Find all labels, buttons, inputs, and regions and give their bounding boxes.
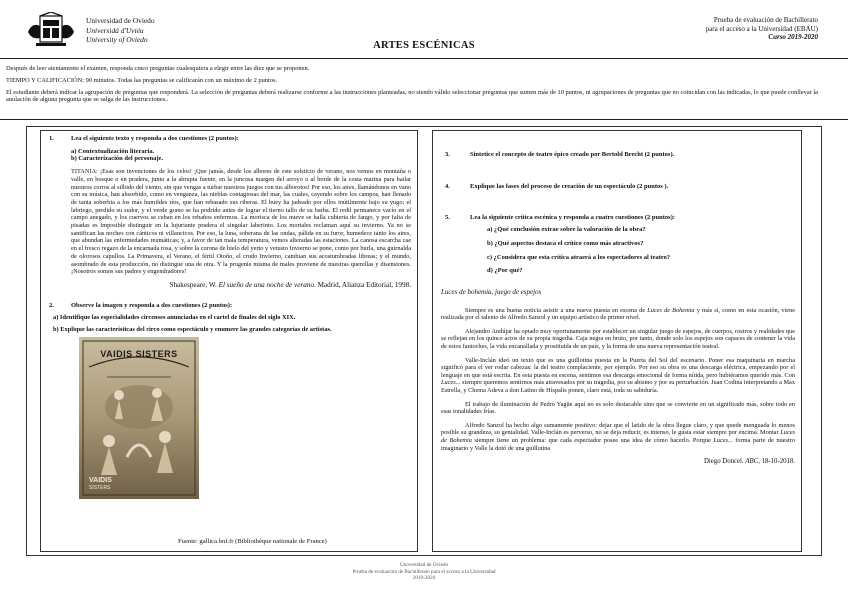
question-3-text: Sintetice el concepto de teatro épico creado por Bertold Brecht (2 puntos). — [470, 151, 675, 158]
instructions-line1: Después de leer atentamente el examen, responda cinco preguntas cualesquiera a elegir entre las diez que se proponen. — [6, 65, 310, 72]
question-1 — [49, 135, 411, 143]
footer-line1: Universidad de Oviedo — [399, 562, 449, 568]
question-3-number: 3. — [445, 151, 450, 158]
question-1-text: Lea el siguiente texto y responda a dos cuestiones (2 puntos): — [71, 135, 239, 142]
article-p5-italic-2: Luces — [713, 436, 729, 444]
poster-bottom-name: VAIDIS — [89, 477, 112, 485]
article-paragraph-4: El trabajo de iluminación de Pedro Yagüe aquí no es solo destacable sino que se convierte en un significado más, sobre todo en esas tonalidades frías. — [441, 400, 795, 416]
article-paragraph-2: Alejandro Andújar ha optado muy oportunamente por establecer un singular juego de espejos, de cuerpos, rostros y realidades que se reflejan en los quince actos de su propia tragedia. Caja negra en bruto, por tanto, donde solo los espejos son capaces de contener la vida de estos fantoches, la vida encanallada y prostituida de un país, y la forma de una nueva representación teatral. — [441, 327, 795, 350]
question-2 — [49, 302, 411, 310]
exam-title: ARTES ESCÉNICAS — [373, 40, 475, 51]
exam-info-line2: para el acceso a la Universidad (EBAU) — [705, 24, 818, 33]
article-title: Luces de bohemia, juego de espejos — [441, 287, 542, 296]
university-name-en: University of Oviedo — [86, 35, 148, 45]
instructions-line2: TIEMPO Y CALIFICACIÓN: 90 minutos. Todas las preguntas se calificarán con un máximo de 2 puntos. — [6, 76, 278, 84]
image-source: Fuente: gallica.bnf.fr (Bibliothèque nationale de France) — [178, 538, 327, 545]
question-2-sub-b: b) Explique las características del circo como espectáculo y enumere las grandes categorías de artistas. — [53, 325, 332, 333]
article-p1-text-b: y más si, como en esta ocasión, viene realizada por el talento de Alfredo Sanzol y un equipo artístico de primer nivel. — [441, 306, 796, 322]
instructions-line3: El estudiante deberá indicar la agrupación de preguntas que responderá. La selección de preguntas deberá realizarse conforme a las instrucciones planteadas, no siendo válido seleccionar preguntas que sumen más de 10 puntos, ni agrupaciones de preguntas que no coincidan con las indicadas, lo que puede conllevar la anulación de alguna pregunta que se salga de las instrucciones.. — [6, 88, 819, 104]
question-2-number: 2. — [49, 301, 54, 309]
question-1-subitems — [71, 148, 411, 163]
footer-line2: Prueba de evaluación de Bachillerato para el acceso a la Universidad — [352, 568, 496, 575]
instructions-box — [0, 58, 848, 120]
citation-title: El sueño de una noche de verano — [218, 280, 314, 289]
article-signature — [441, 458, 795, 466]
question-2-sub-a: a) Identifique las especialidades circenses anunciadas en el cartel de finales del siglo XIX. — [53, 314, 296, 322]
article-p1-italic: Luces de Bohemia — [647, 306, 695, 314]
question-5-sub-d: d) ¿Por qué? — [487, 267, 523, 275]
question-4-text: Explique las fases del proceso de creación de un espectáculo (2 puntos ). — [470, 182, 669, 190]
circus-poster-image — [79, 337, 199, 499]
question-4 — [445, 183, 795, 191]
university-name-es: Universidad de Oviedo — [86, 16, 155, 25]
article-p3-text-a: Valle-Inclán ideó un texto que es una guillotina puesta en la Puerta del Sol del escenario. Poner esa maquinaria en marcha significó para el ver rodar cabezas: la del teatro complaciente, por ejemplo. Por eso su obra es una descarga eléctrica, empezando por el lenguaje en que está escrita. En esta puesta en escena, sentimos esa descarga emocional de forma nítida, pero hubiéramos querido más. Con — [441, 356, 795, 379]
article-paragraph-5 — [441, 422, 795, 452]
question-2-text: Observe la imagen y responda a dos cuestiones (2 puntos): — [71, 301, 233, 309]
circus-poster — [79, 337, 199, 499]
university-name-ast: Universidá d'Uviéu — [86, 25, 144, 35]
footer-line3: 2019-2020 — [412, 575, 436, 582]
question-5-sub-b: b) ¿Qué aspectos destaca el crítico como más atractivos? — [487, 239, 644, 247]
exam-info-line1: Prueba de evaluación de Bachillerato — [713, 16, 818, 24]
question-3 — [445, 151, 795, 159]
signature-date: , 18-10-2018. — [758, 458, 795, 466]
poster-title: VAIDIS SISTERS — [100, 349, 178, 360]
question-1-number: 1. — [49, 135, 54, 142]
question-5 — [445, 214, 795, 222]
question-5-text: Lea la siguiente crítica escénica y responda a cuatro cuestiones (2 puntos): — [470, 214, 676, 222]
article-p5-text-b: siempre tiene un problema: que cada espectador posee una idea de cómo hacerlo. Porque — [471, 436, 714, 444]
titania-passage: TITANIA: ¡Esas son invenciones de los celos! ¡Que jamás, desde los albores de este solsticio de verano, nos vemos en montaña o valle, en bosque o en pradera, junto a la abrupta fuente, en la juncosa margen del arroyo o al borde de la costa marina para bailar nuestros corros al silbido del viento, sin que vengas a turbar nuestros juegos con tus alborotos! Por eso, los aires, llamándonos en vano con su música, han absorbido, como en venganza, las nieblas contagiosas del mar, las cuales, cayendo sobre los campos, han llenado de tanta soberbia a los más humildes ríos, que han rebasado sus riberas. El buey ha jadeado por ellos inútilmente bajo su yugo; el labriego, perdido su sudor, y el verde grano se ha podrido antes de lograr el tierno tallo de su barba. El redil permanece vacío en el campo anegado, y los cuervos se ceban en los rebaños enfermos. La morisca de los nueve se halla cubierta de fango, y por falta de pisadas es imposible distinguir en la lujuriante pradera el singular laberinto. Los mortales reclaman aquí su invierno. Ya no se santifican las noches con cánticos ni villancicos. Por eso, la luna, soberana de las ondas, pálida en su furor, humedece tanto los aires, que abundan las enfermedades reumáticas; y, a favor de tan mala temperatura, vemos alteradas las estaciones. La canosa escarcha cae en el fresco regazo de la encarnada rosa, y sobre la corona de hielo del yerto y vetusto Invierno se pone, como por burla, una guirnalda de olorosos capullos. La Primavera, el Verano, el fértil Otoño, el crudo Invierno, cambian sus acostumbradas libreas; y el mundo, asombrado de esta producción, no distingue una de otra. Y la progenie misma de males proviene de nuestras querellas y disensiones. ¡Nosotros somos sus padres y engendradores! — [71, 168, 411, 276]
question-4-number: 4. — [445, 182, 450, 190]
question-1-sub-b: b) Caracterización del personaje. — [71, 155, 164, 163]
citation-author: Shakespeare, W. — [169, 280, 219, 289]
page-footer — [0, 562, 848, 582]
exam-info — [618, 16, 818, 42]
article-paragraph-3 — [441, 357, 795, 395]
left-column — [40, 130, 418, 552]
article-paragraph-1 — [441, 307, 795, 322]
article-p5-italic: Luces de Bohemia — [441, 429, 795, 444]
citation-publisher: . Madrid, Alianza Editorial, 1998. — [313, 280, 411, 289]
page-header — [0, 0, 848, 58]
question-5-number: 5. — [445, 214, 450, 222]
exam-year: Curso 2019-2020 — [768, 33, 818, 42]
right-column — [432, 130, 802, 552]
article-p1-text-a: Siempre es una buena noticia asistir a una nueva puesta en escena de — [465, 306, 648, 314]
question-1-sub-a: a) Contextualización literaria. — [71, 147, 155, 155]
signature-author: Diego Doncel. — [704, 458, 746, 466]
article-p3-italic: Luces — [441, 379, 456, 387]
article-p5-text-a: Alfredo Sanzol ha hecho algo sumamente positivo: dejar que el latido de la obra llegue claro, y que quede menguada lo menos posible su grandeza, su genialidad. Valle-Inclán es perverso, no se deja reducir, es intenso, le gusta estar siempre por encima. Montar — [441, 421, 795, 437]
poster-bottom-sisters: SISTERS — [89, 485, 111, 492]
signature-newspaper: ABC — [745, 458, 759, 466]
article-p5-text-c: ... forma parte de nuestro imaginario y Valle la dotó de una guillotina — [441, 436, 795, 452]
passage-citation — [49, 282, 411, 290]
question-5-sub-c: c) ¿Considera que esta crítica atraerá a los espectadores al teatro? — [487, 253, 671, 261]
article-p3-text-b: ... siempre queremos sentirnos más atravesados por su tragedia, por su abismo y por su perturbación. Juan Codina interpretando a Max Estrella, y Chema Adeva a don Latino de Híspalis ponen, claro está, toda su sabiduría. — [441, 379, 795, 394]
question-5-subitems — [487, 226, 795, 275]
critique-article — [441, 307, 795, 466]
question-5-sub-a: a) ¿Qué conclusión extrae sobre la valoración de la obra? — [487, 226, 646, 234]
